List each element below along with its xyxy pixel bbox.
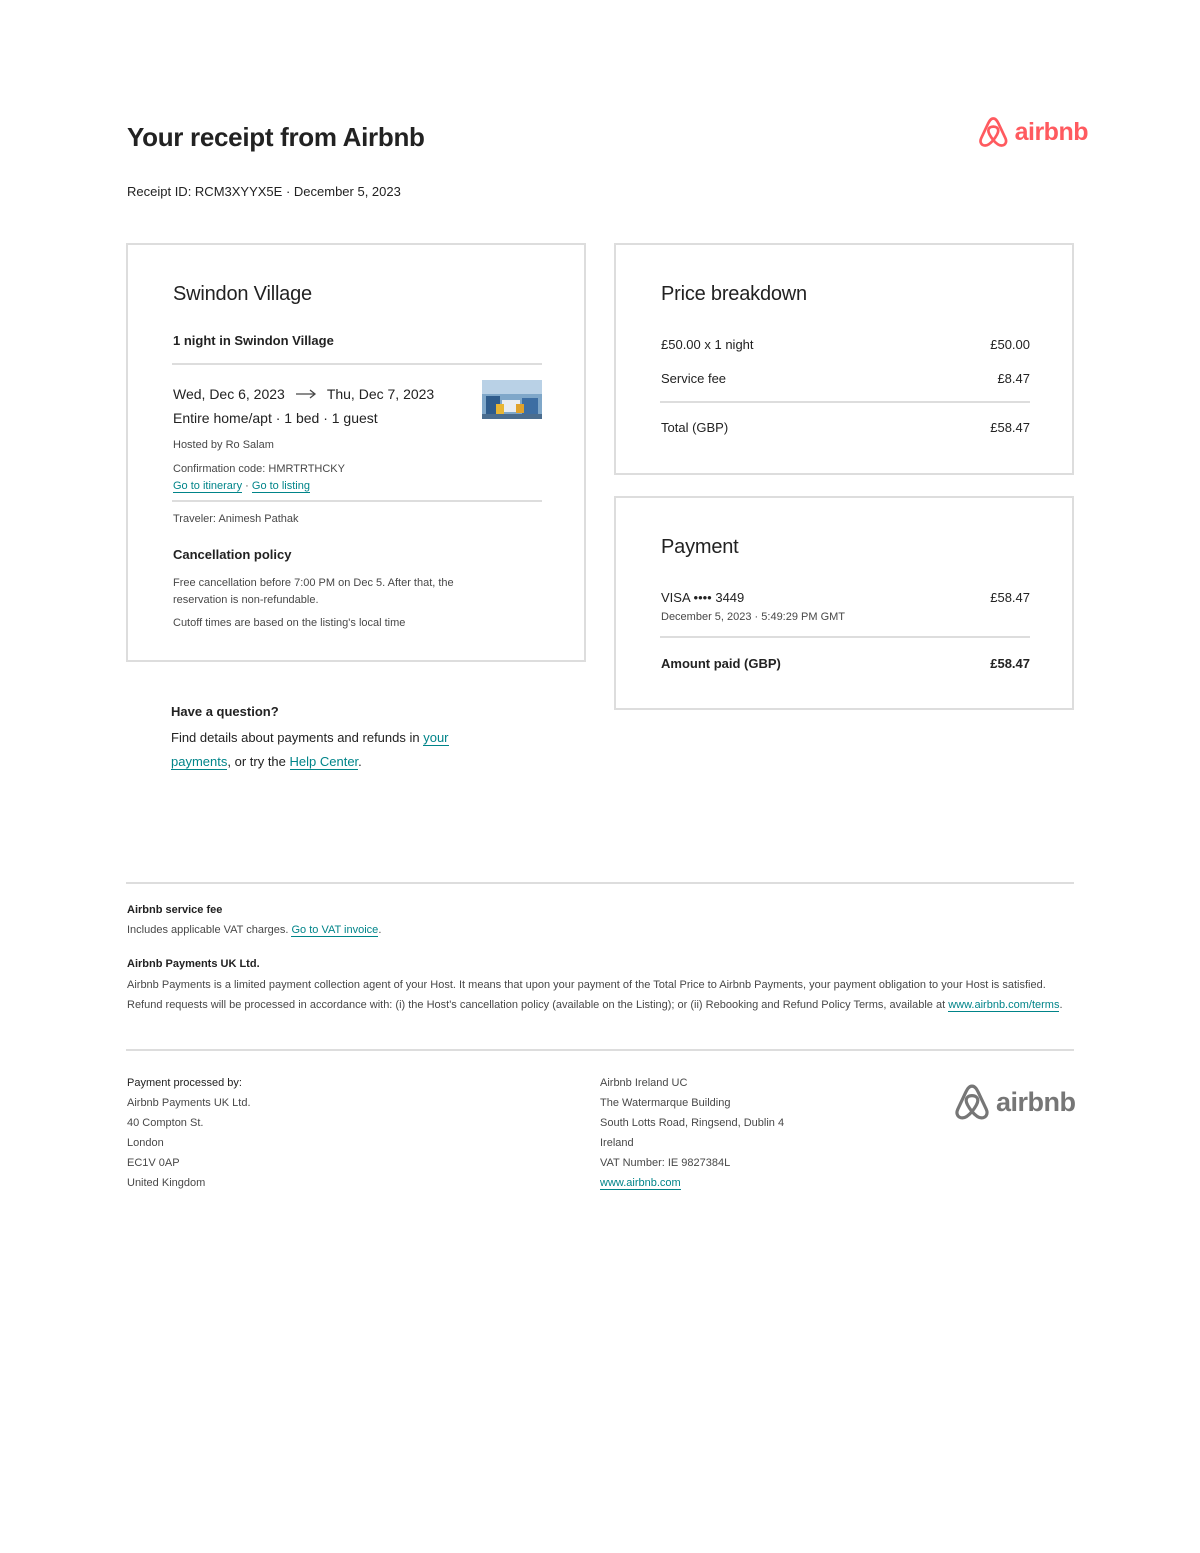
address-line: The Watermarque Building bbox=[600, 1097, 731, 1109]
question-text bbox=[171, 726, 511, 774]
airbnb-wordmark: airbnb bbox=[1014, 117, 1088, 146]
card-row bbox=[661, 590, 1030, 605]
airbnb-site-link[interactable]: www.airbnb.com bbox=[600, 1177, 681, 1189]
question-text-middle: , or try the bbox=[227, 754, 290, 769]
check-out-date: Thu, Dec 7, 2023 bbox=[326, 386, 435, 402]
payment-date: December 5, 2023 · 5:49:29 PM GMT bbox=[661, 611, 846, 623]
airbnb-logo[interactable] bbox=[978, 112, 1088, 152]
listing-details: Entire home/apt · 1 bed · 1 guest bbox=[173, 410, 378, 426]
check-in-date: Wed, Dec 6, 2023 bbox=[173, 386, 285, 402]
receipt-id-line: Receipt ID: RCM3XYYX5E · December 5, 2023 bbox=[127, 184, 401, 199]
address-line: United Kingdom bbox=[127, 1177, 206, 1189]
address-line: Airbnb Ireland UC bbox=[600, 1077, 688, 1089]
address-line: Airbnb Payments UK Ltd. bbox=[127, 1097, 251, 1109]
price-row-label: Service fee bbox=[661, 371, 727, 386]
card-value: £58.47 bbox=[990, 590, 1030, 605]
nights-line: 1 night in Swindon Village bbox=[173, 333, 334, 348]
airbnb-wordmark: airbnb bbox=[996, 1086, 1076, 1117]
payments-uk-heading: Airbnb Payments UK Ltd. bbox=[127, 958, 260, 970]
your-payments-link[interactable]: your payments bbox=[171, 730, 449, 769]
price-breakdown-card bbox=[614, 243, 1074, 475]
terms-link-after: . bbox=[1059, 999, 1063, 1011]
divider bbox=[172, 500, 542, 502]
divider bbox=[660, 636, 1030, 638]
address-line: Ireland bbox=[600, 1137, 634, 1149]
arrow-right-icon bbox=[295, 389, 317, 399]
traveler-name: Traveler: Animesh Pathak bbox=[173, 513, 299, 525]
amount-paid-row bbox=[661, 656, 1030, 671]
total-value: £58.47 bbox=[990, 420, 1030, 435]
question-text-before: Find details about payments and refunds in bbox=[171, 730, 424, 745]
price-row bbox=[661, 371, 1030, 386]
ireland-address bbox=[600, 1073, 784, 1193]
listing-card bbox=[126, 243, 586, 662]
terms-link[interactable]: www.airbnb.com/terms bbox=[948, 999, 1060, 1011]
go-to-listing-link[interactable]: Go to listing bbox=[251, 480, 310, 492]
total-row bbox=[661, 420, 1030, 435]
link-separator: · bbox=[245, 480, 249, 492]
card-label: VISA •••• 3449 bbox=[661, 590, 745, 605]
footer-airbnb-logo[interactable] bbox=[954, 1082, 1076, 1122]
total-label: Total (GBP) bbox=[661, 420, 729, 435]
payments-uk-text-body: Airbnb Payments is a limited payment collection agent of your Host. It means that upon your payment of the Total Price to Airbnb Payments, your payment obligation to your Host is satisfied. Refund requests will be processed in accordance with: (i) the Host's cancellation policy (available on the Listing); or (ii) Rebooking and Refund Policy Terms, available at bbox=[127, 979, 1046, 1011]
address-line: EC1V 0AP bbox=[127, 1157, 180, 1169]
listing-name: Swindon Village bbox=[173, 283, 312, 305]
divider bbox=[660, 401, 1030, 403]
question-heading: Have a question? bbox=[171, 704, 279, 719]
page-title: Your receipt from Airbnb bbox=[127, 122, 425, 152]
service-fee-heading: Airbnb service fee bbox=[127, 904, 223, 916]
price-row bbox=[661, 337, 1030, 352]
processed-by-address bbox=[127, 1073, 251, 1193]
service-fee-text-body: Includes applicable VAT charges. bbox=[127, 924, 292, 936]
footer-divider bbox=[126, 1049, 1074, 1051]
address-line: 40 Compton St. bbox=[127, 1117, 204, 1129]
payments-uk-text bbox=[127, 975, 1072, 1015]
cancellation-heading: Cancellation policy bbox=[173, 547, 292, 562]
cutoff-text: Cutoff times are based on the listing's local time bbox=[173, 617, 406, 629]
question-text-after: . bbox=[358, 754, 362, 769]
address-line: Payment processed by: bbox=[127, 1077, 242, 1089]
airbnb-belo-icon bbox=[954, 1082, 990, 1122]
listing-photo[interactable] bbox=[482, 380, 542, 419]
address-line: VAT Number: IE 9827384L bbox=[600, 1157, 731, 1169]
price-heading: Price breakdown bbox=[661, 283, 807, 305]
vat-link-after: . bbox=[378, 924, 382, 936]
payment-heading: Payment bbox=[661, 536, 739, 558]
price-row-label: £50.00 x 1 night bbox=[661, 337, 754, 352]
airbnb-belo-icon bbox=[978, 114, 1009, 150]
confirmation-code: Confirmation code: HMRTRTHCKY bbox=[173, 463, 345, 475]
hosted-by: Hosted by Ro Salam bbox=[173, 439, 274, 451]
vat-invoice-link[interactable]: Go to VAT invoice bbox=[291, 924, 379, 936]
amount-paid-value: £58.47 bbox=[990, 656, 1030, 671]
go-to-itinerary-link[interactable]: Go to itinerary bbox=[173, 480, 243, 492]
cancellation-text: Free cancellation before 7:00 PM on Dec 5. After that, the reservation is non-refundable. bbox=[173, 577, 454, 606]
amount-paid-label: Amount paid (GBP) bbox=[661, 656, 781, 671]
help-center-link[interactable]: Help Center bbox=[289, 754, 359, 769]
service-fee-text bbox=[127, 920, 381, 940]
footer-divider bbox=[126, 882, 1074, 884]
price-row-value: £50.00 bbox=[990, 337, 1030, 352]
divider bbox=[172, 363, 542, 365]
price-row-value: £8.47 bbox=[997, 371, 1030, 386]
address-line: South Lotts Road, Ringsend, Dublin 4 bbox=[600, 1117, 785, 1129]
payment-card bbox=[614, 496, 1074, 710]
address-line: London bbox=[127, 1137, 164, 1149]
